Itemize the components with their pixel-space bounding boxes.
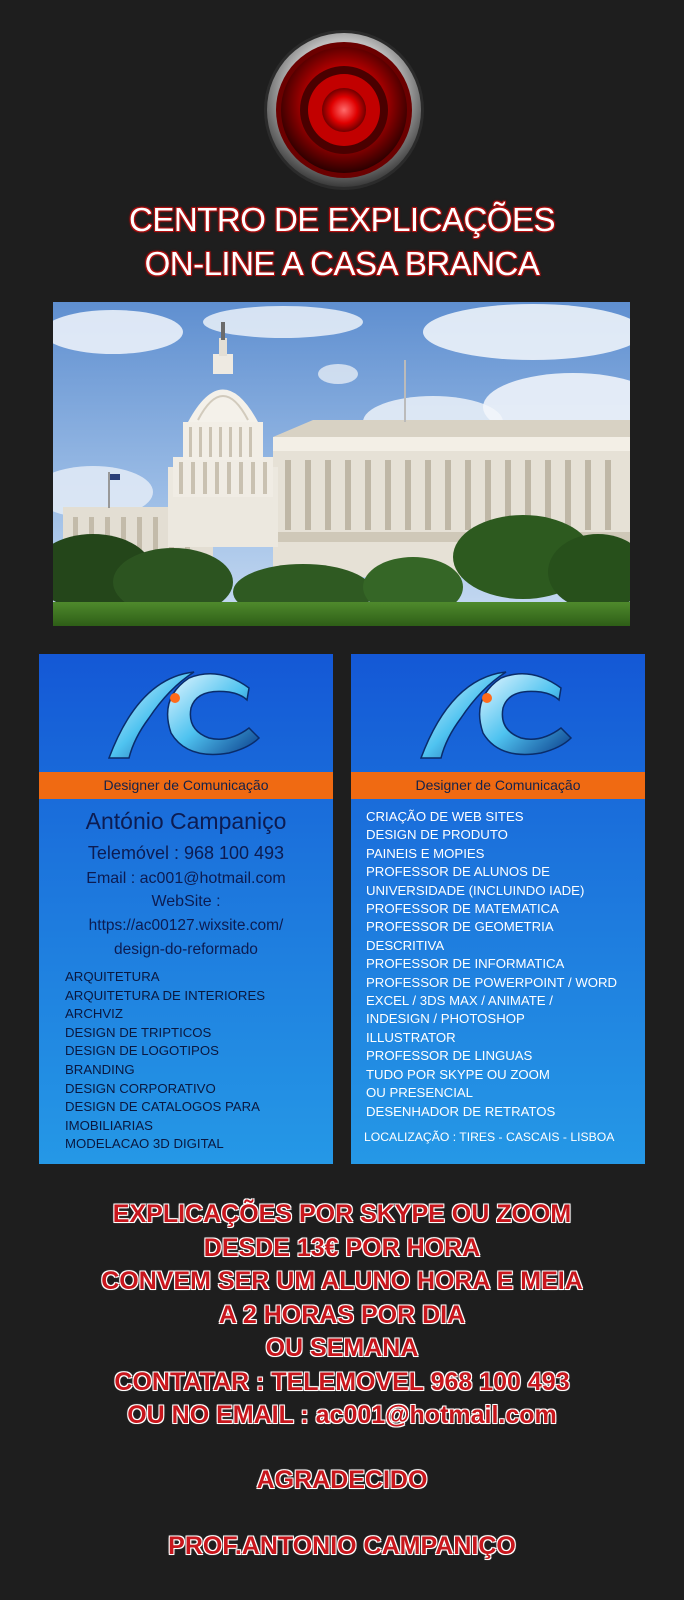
list-item: ARQUITETURA [65,969,160,984]
list-item: ARQUITETURA DE INTERIORES [65,987,266,1003]
list-item: CRIAÇÃO DE WEB SITES [366,809,524,824]
list-item: BRANDING [65,1061,135,1077]
card-website-label: WebSite : [151,893,221,910]
list-item: OU PRESENCIAL [366,1085,473,1101]
list-item: PROFESSOR DE MATEMATICA [366,901,559,917]
list-item: DESCRITIVA [366,937,445,953]
business-card-right [351,654,645,1164]
page-title [0,198,684,286]
list-item: ARCHVIZ [65,1006,123,1022]
business-card-left [39,654,333,1164]
thanks-text: AGRADECIDO [256,1466,428,1494]
card-role-stripe: Designer de Comunicação [351,772,645,799]
promo-line: A 2 HORAS POR DIA [218,1300,466,1329]
red-target-circle-icon [262,28,426,192]
list-item: PROFESSOR DE INFORMATICA [366,956,565,972]
signature-text: PROF.ANTONIO CAMPANIÇO [168,1532,516,1560]
list-item: PROFESSOR DE POWERPOINT / WORD [366,974,618,990]
title-line-2: ON-LINE A CASA BRANCA [144,245,540,282]
list-item: DESIGN CORPORATIVO [65,1080,216,1096]
list-item: PAINEIS E MOPIES [366,845,485,861]
promo-line: DESDE 13€ POR HORA [203,1233,481,1262]
list-item: PROFESSOR DE ALUNOS DE [366,864,550,880]
capitol-building-photo [53,302,630,626]
list-item: DESENHADOR DE RETRATOS [366,1103,556,1119]
list-item: DESIGN DE LOGOTIPOS [65,1043,219,1059]
list-item: ILLUSTRATOR [366,1029,456,1045]
location-text: LOCALIZAÇÃO : TIRES - CASCAIS - LISBOA [364,1130,615,1144]
list-item: PROFESSOR DE GEOMETRIA [366,919,554,935]
promo-line: CONTATAR : TELEMOVEL 968 100 493 [114,1367,570,1396]
services-list-right [366,808,617,1121]
promo-line: OU NO EMAIL : ac001@hotmail.com [127,1401,557,1429]
title-line-1: CENTRO DE EXPLICAÇÕES [129,201,555,238]
card-email: Email : ac001@hotmail.com [86,870,286,887]
list-item: TUDO POR SKYPE OU ZOOM [366,1066,550,1082]
list-item: IMOBILIARIAS [65,1117,153,1133]
card-role-stripe: Designer de Comunicação [39,772,333,799]
list-item: DESIGN DE TRIPTICOS [65,1024,212,1040]
promo-line: EXPLICAÇÕES POR SKYPE OU ZOOM [112,1200,572,1228]
promo-line: CONVEM SER UM ALUNO HORA E MEIA [101,1267,583,1295]
card-phone: Telemóvel : 968 100 493 [87,843,285,863]
ac-logo-icon [411,658,581,768]
card-name: António Campaniço [85,808,287,834]
list-item: MODELACAO 3D DIGITAL [65,1136,224,1152]
promo-line: OU SEMANA [265,1334,419,1362]
services-list-left [65,968,265,1154]
list-item: DESIGN DE CATALOGOS PARA [65,1099,260,1115]
card-website-url-path: design-do-reformado [114,941,258,958]
list-item: UNIVERSIDADE (INCLUINDO IADE) [366,882,585,898]
list-item: DESIGN DE PRODUTO [366,827,508,843]
list-item: INDESIGN / PHOTOSHOP [366,1011,525,1027]
promo-text-block [0,1198,684,1433]
list-item: EXCEL / 3DS MAX / ANIMATE / [366,993,553,1009]
card-website-url: https://ac00127.wixsite.com/ [88,917,284,934]
ac-logo-icon [99,658,269,768]
list-item: PROFESSOR DE LINGUAS [366,1048,533,1064]
